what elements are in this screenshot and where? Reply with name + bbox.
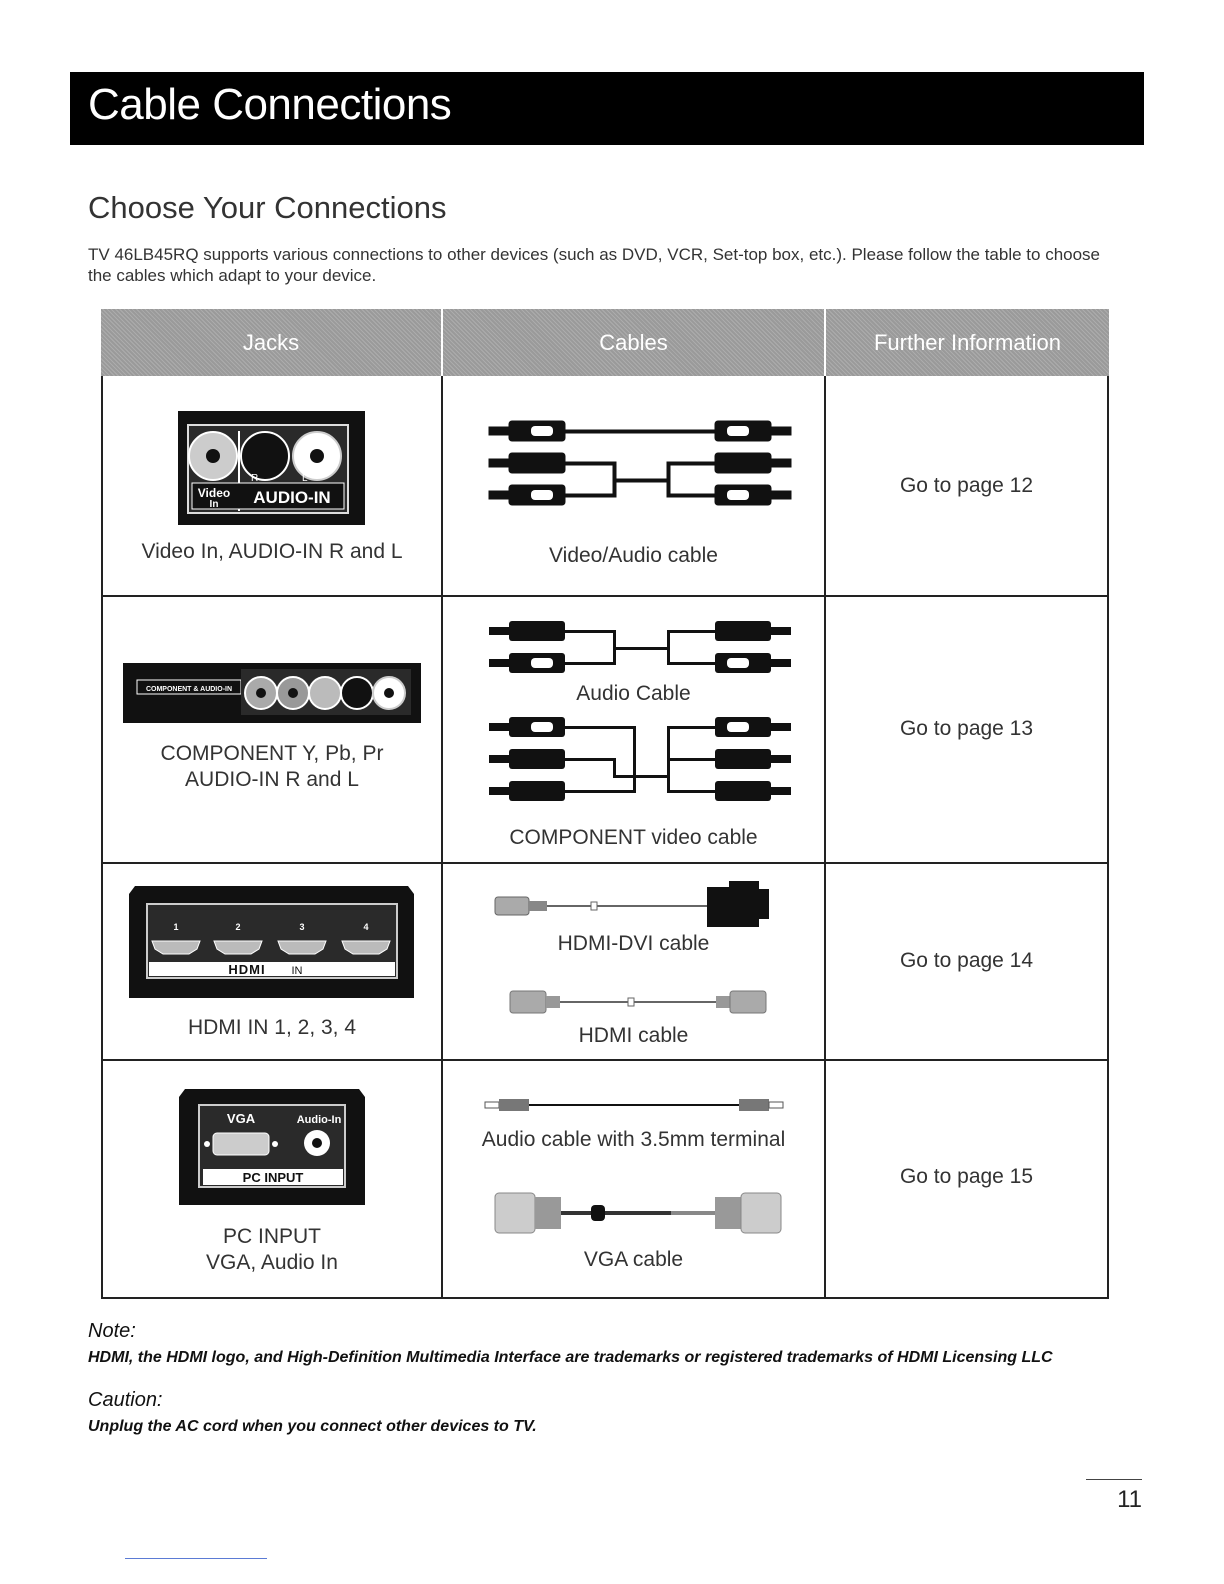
audio-cable-icon [481, 615, 801, 675]
cable-label: Audio cable with 3.5mm terminal [481, 1128, 786, 1151]
grid-line [101, 1059, 1109, 1061]
jack-label-r: R [251, 473, 259, 484]
page-banner [70, 72, 1144, 145]
page-number-rule [1086, 1479, 1142, 1480]
jack-label-l: L [302, 473, 308, 484]
jack-label-audio-in: AUDIO-IN [253, 488, 331, 507]
grid-line [101, 862, 1109, 864]
grid-line [1107, 376, 1109, 1299]
header-cables: Cables [443, 309, 824, 376]
av-jack-panel [178, 411, 365, 525]
jack-label-in: In [209, 499, 219, 510]
jack-description-line1: PC INPUT [222, 1225, 321, 1248]
connections-table [101, 309, 1110, 1299]
hdmi-port-number: 4 [363, 922, 369, 932]
caution-text: Unplug the AC cord when you connect other devices to TV. [88, 1418, 537, 1435]
vga-cable-icon [493, 1189, 783, 1237]
cable-label: Audio Cable [576, 682, 691, 705]
hdmi-dvi-cable-icon [493, 875, 783, 931]
jack-description-line2: VGA, Audio In [206, 1251, 338, 1274]
pc-input-jack-panel [179, 1089, 365, 1205]
grid-line [101, 376, 103, 1299]
hdmi-cable-icon [508, 987, 768, 1017]
audio-in-label: Audio-In [296, 1114, 342, 1126]
component-panel-label: COMPONENT & AUDIO-IN [145, 686, 233, 693]
jack-label-video: Video [197, 486, 231, 500]
audio-3-5mm-cable-icon [483, 1095, 793, 1115]
section-title: Choose Your Connections [88, 190, 447, 225]
header-jacks: Jacks [101, 309, 441, 376]
note-heading: Note: [88, 1320, 136, 1342]
pc-input-panel-label: PC INPUT [242, 1170, 304, 1185]
hdmi-logo: HDMI [228, 962, 266, 977]
intro-paragraph: TV 46LB45RQ supports various connections to other devices (such as DVD, VCR, Set-top box, etc.). Please follow the table to choose the cables which adapt to your device. [88, 245, 1101, 285]
component-cable-icon [481, 715, 801, 807]
page-title: Cable Connections [88, 80, 452, 129]
jack-description: Video In, AUDIO-IN R and L [141, 540, 403, 563]
footer-line [125, 1558, 267, 1559]
hdmi-jack-panel [129, 886, 414, 998]
video-audio-cable-icon [481, 419, 801, 511]
vga-label: VGA [226, 1111, 256, 1126]
grid-line [824, 376, 826, 1299]
further-info: Go to page 15 [899, 1165, 1034, 1188]
cable-label: HDMI cable [578, 1024, 689, 1047]
hdmi-logo-suffix: IN [291, 965, 303, 977]
grid-line [101, 595, 1109, 597]
hdmi-port-number: 1 [173, 922, 179, 932]
note-text: HDMI, the HDMI logo, and High-Definition Multimedia Interface are trademarks or registered trademarks of HDMI Licensing LLC [88, 1349, 1053, 1366]
page-number: 11 [1117, 1486, 1142, 1513]
caution-heading: Caution: [88, 1389, 163, 1411]
jack-description-line2: AUDIO-IN R and L [185, 768, 359, 791]
hdmi-port-number: 2 [235, 922, 241, 932]
cable-label: VGA cable [583, 1248, 684, 1271]
grid-line [101, 1297, 1109, 1299]
cable-label: Video/Audio cable [549, 544, 718, 567]
jack-description-line1: COMPONENT Y, Pb, Pr [160, 742, 384, 765]
cable-label: HDMI-DVI cable [557, 932, 710, 955]
header-info: Further Information [826, 309, 1109, 376]
hdmi-port-number: 3 [299, 922, 305, 932]
jack-description: HDMI IN 1, 2, 3, 4 [187, 1016, 357, 1039]
further-info: Go to page 14 [899, 949, 1034, 972]
further-info: Go to page 13 [899, 717, 1034, 740]
cable-label: COMPONENT video cable [509, 826, 758, 849]
component-jack-panel [123, 663, 421, 723]
further-info: Go to page 12 [899, 474, 1034, 497]
